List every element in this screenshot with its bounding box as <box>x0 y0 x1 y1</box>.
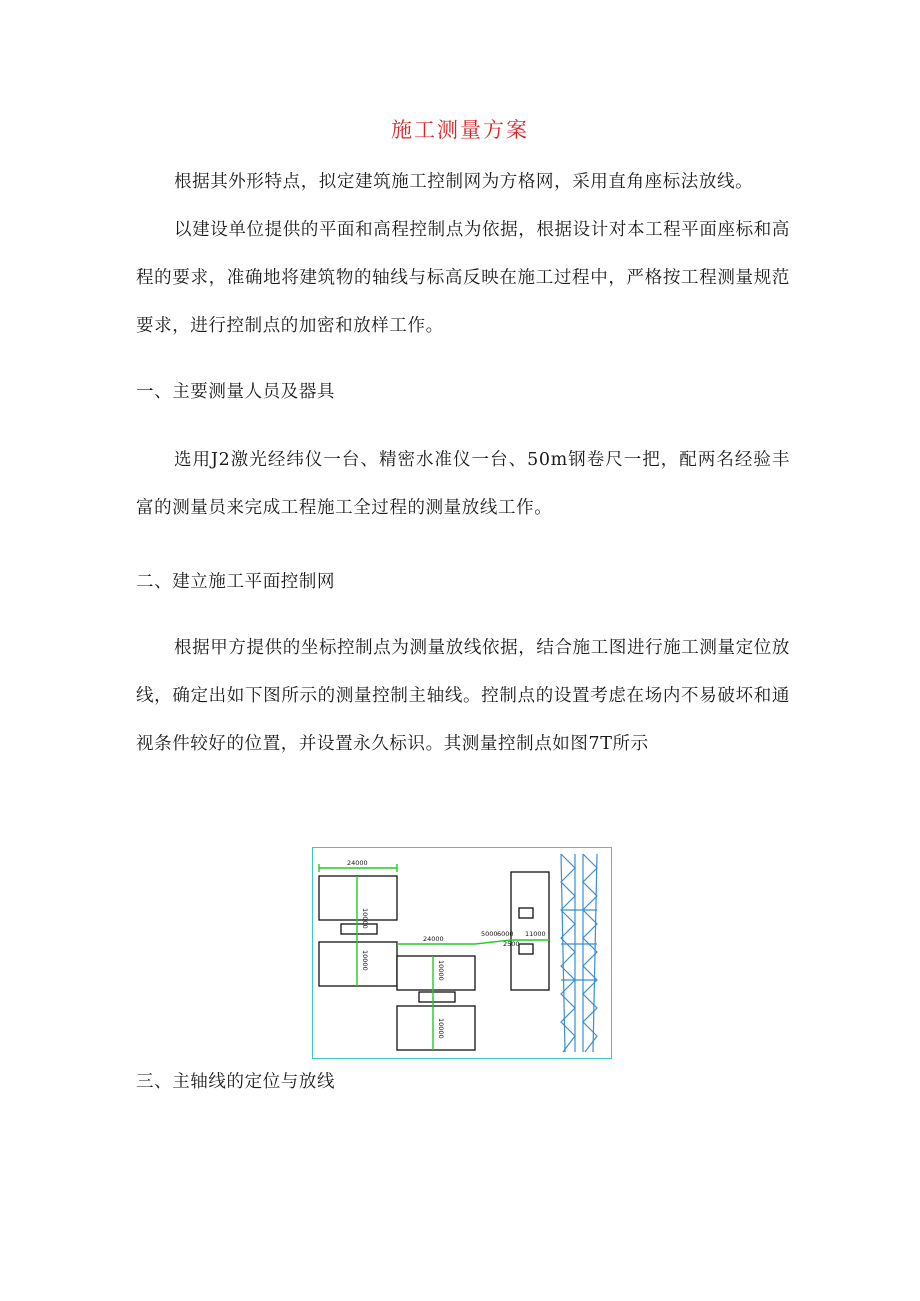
diagram-svg <box>313 848 610 1057</box>
paragraph-1: 根据其外形特点，拟定建筑施工控制网为方格网，采用直角座标法放线。 <box>174 172 754 192</box>
section-heading-1: 一、主要测量人员及器具 <box>136 382 336 402</box>
paragraph-2: 以建设单位提供的平面和高程控制点为依据，根据设计对本工程平面座标和高程的要求，准确地将建筑物的轴线与标高反映在施工过程中，严格按工程测量规范要求，进行控制点的加密和放样工作。 <box>136 220 790 336</box>
dim-label-right1: 5000 <box>481 930 498 938</box>
building-block-3 <box>397 956 475 990</box>
survey-control-diagram <box>312 847 612 1059</box>
building-block-2 <box>319 942 397 986</box>
dim-label-vert4: 10000 <box>437 1018 445 1039</box>
page-title: 施工测量方案 <box>391 118 529 142</box>
paragraph-4: 根据甲方提供的坐标控制点为测量放线依据，结合施工图进行施工测量定位放线，确定出如下图所示的测量控制主轴线。控制点的设置考虑在场内不易破坏和通视条件较好的位置，并设置永久标识。其测量控制点如图7T所示 <box>136 638 790 754</box>
section-heading-3: 三、主轴线的定位与放线 <box>136 1072 336 1092</box>
dim-label-vert2: 10000 <box>361 950 369 971</box>
dim-label-right3: 11000 <box>525 930 546 938</box>
dim-label-vert3: 10000 <box>437 960 445 981</box>
dim-label-top: 24000 <box>347 859 368 867</box>
paragraph-3: 选用J2激光经纬仪一台、精密水准仪一台、50m钢卷尺一把，配两名经验丰富的测量员来完成工程施工全过程的测量放线工作。 <box>136 450 790 518</box>
dim-label-right4: 2500 <box>503 940 520 948</box>
lattice-structure <box>561 854 597 1052</box>
dim-label-right2: 6000 <box>497 930 514 938</box>
dim-label-vert1: 10000 <box>361 908 369 929</box>
dim-label-mid: 24000 <box>423 935 444 943</box>
building-block-1 <box>319 876 397 920</box>
building-block-4 <box>397 1006 475 1050</box>
section-heading-2: 二、建立施工平面控制网 <box>136 572 336 592</box>
